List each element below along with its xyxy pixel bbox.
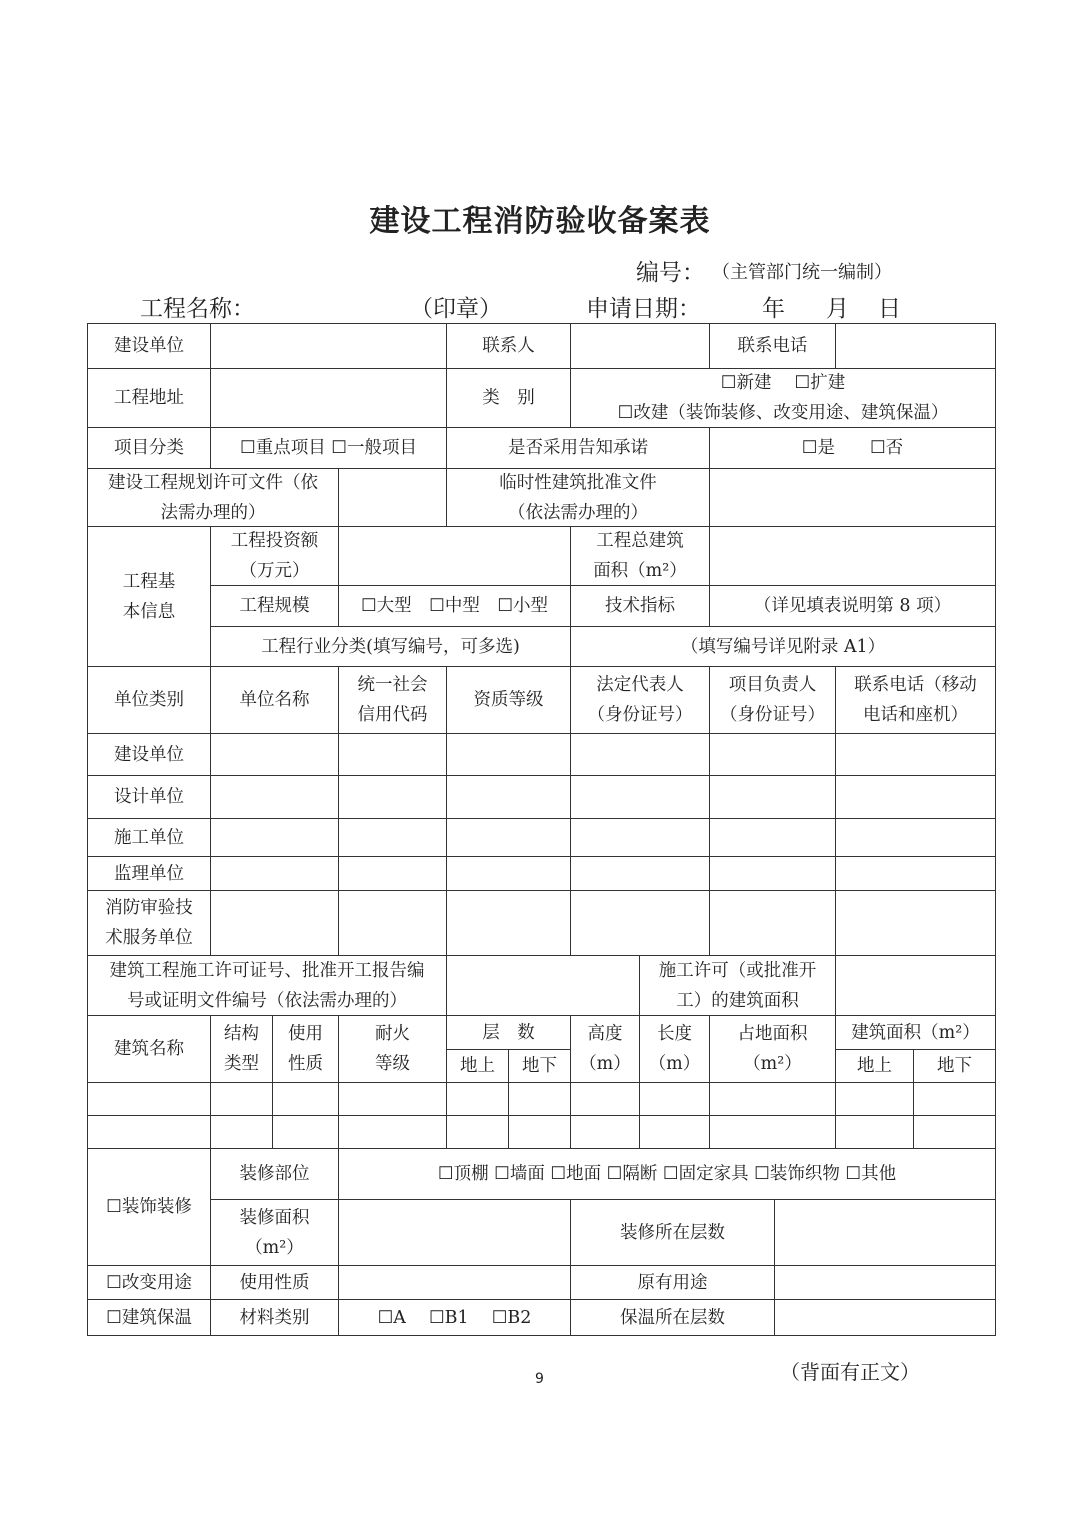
input-cell[interactable] [835, 890, 996, 956]
input-cell[interactable] [446, 856, 571, 891]
input-cell[interactable] [709, 890, 836, 956]
input-cell[interactable] [774, 1265, 996, 1300]
credit-code-label: 统一社会 信用代码 [338, 666, 447, 734]
input-cell[interactable] [835, 818, 996, 857]
input-cell[interactable] [338, 775, 447, 819]
seal-label: （印章） [410, 296, 502, 322]
input-cell[interactable] [508, 1115, 571, 1149]
decor-checkbox-options[interactable]: ☐装饰装修 [87, 1148, 211, 1266]
input-cell[interactable] [709, 468, 996, 527]
total-area-label: 工程总建筑 面积（m²） [570, 526, 710, 586]
bld-name-label: 建筑名称 [87, 1015, 211, 1083]
structure-label: 结构 类型 [210, 1015, 273, 1083]
input-cell[interactable] [210, 890, 339, 956]
input-cell[interactable] [570, 775, 710, 819]
back-note: （背面有正文） [780, 1360, 920, 1384]
date-label: 申请日期： [586, 296, 701, 322]
input-cell[interactable] [338, 1115, 447, 1149]
decor-part-opts-checkbox-options[interactable]: ☐顶棚 ☐墙面 ☐地面 ☐隔断 ☐固定家具 ☐装饰织物 ☐其他 [338, 1148, 996, 1200]
u-design-label: 设计单位 [87, 775, 211, 819]
above-label: 地上 [446, 1049, 509, 1083]
input-cell[interactable] [913, 1115, 996, 1149]
input-cell[interactable] [639, 1115, 710, 1149]
input-cell[interactable] [570, 890, 710, 956]
input-cell[interactable] [709, 775, 836, 819]
input-cell[interactable] [835, 775, 996, 819]
height-label: 高度 （m） [570, 1015, 640, 1083]
input-cell[interactable] [709, 526, 996, 586]
u-construct-label: 施工单位 [87, 818, 211, 857]
page-number: 9 [535, 1371, 544, 1387]
input-cell[interactable] [210, 1115, 273, 1149]
usage-label: 使用 性质 [272, 1015, 339, 1083]
insulation-checkbox-options[interactable]: ☐建筑保温 [87, 1299, 211, 1336]
input-cell[interactable] [446, 890, 571, 956]
number-note: （主管部门统一编制） [712, 262, 892, 283]
input-cell[interactable] [709, 818, 836, 857]
form-title: 建设工程消防验收备案表 [369, 204, 711, 239]
input-cell[interactable] [338, 526, 571, 586]
input-cell[interactable] [446, 1115, 509, 1149]
input-cell[interactable] [570, 1115, 640, 1149]
insul-floors-label: 保温所在层数 [570, 1299, 775, 1336]
input-cell[interactable] [709, 856, 836, 891]
input-cell[interactable] [272, 1082, 339, 1116]
build-unit-label: 建设单位 [87, 323, 211, 369]
fire-rating-label: 耐火 等级 [338, 1015, 447, 1083]
input-cell[interactable] [87, 1115, 211, 1149]
input-cell[interactable] [446, 1082, 509, 1116]
promise-label: 是否采用告知承诺 [446, 427, 710, 469]
category-opts-checkbox-options[interactable]: ☐新建 ☐扩建 ☐改建（装饰装修、改变用途、建筑保温） [570, 368, 996, 428]
plan-permit-label: 建设工程规划许可文件（依 法需办理的） [87, 468, 339, 527]
temp-approval-label: 临时性建筑批准文件 （依法需办理的） [446, 468, 710, 527]
tech-note-label: （详见填表说明第 8 项） [709, 585, 996, 627]
input-cell[interactable] [639, 1082, 710, 1116]
unit-name-label: 单位名称 [210, 666, 339, 734]
permit-area-label: 施工许可（或批准开 工）的建筑面积 [639, 955, 836, 1016]
input-cell[interactable] [210, 775, 339, 819]
address-label: 工程地址 [87, 368, 211, 428]
unit-type-label: 单位类别 [87, 666, 211, 734]
year-label: 年 [762, 296, 785, 322]
input-cell[interactable] [338, 1082, 447, 1116]
input-cell[interactable] [835, 955, 996, 1016]
input-cell[interactable] [835, 323, 996, 369]
input-cell[interactable] [210, 856, 339, 891]
input-cell[interactable] [446, 955, 640, 1016]
input-cell[interactable] [338, 733, 447, 776]
input-cell[interactable] [338, 1265, 571, 1300]
material-opts-checkbox-options[interactable]: ☐A ☐B1 ☐B2 [338, 1299, 571, 1336]
input-cell[interactable] [570, 323, 710, 369]
promise-opts-checkbox-options[interactable]: ☐是 ☐否 [709, 427, 996, 469]
input-cell[interactable] [210, 818, 339, 857]
month-label: 月 [826, 296, 849, 322]
input-cell[interactable] [87, 1082, 211, 1116]
use-nature-label: 使用性质 [210, 1265, 339, 1300]
input-cell[interactable] [338, 890, 447, 956]
decor-part-label: 装修部位 [210, 1148, 339, 1200]
input-cell[interactable] [210, 1082, 273, 1116]
input-cell[interactable] [210, 368, 447, 428]
input-cell[interactable] [835, 856, 996, 891]
u-supervise-label: 监理单位 [87, 856, 211, 891]
number-label: 编号： [636, 260, 705, 286]
bld-area-label: 建筑面积（m²） [835, 1015, 996, 1050]
length-label: 长度 （m） [639, 1015, 710, 1083]
input-cell[interactable] [835, 733, 996, 776]
input-cell[interactable] [709, 1082, 836, 1116]
scale-opts-checkbox-options[interactable]: ☐大型 ☐中型 ☐小型 [338, 585, 571, 627]
u-fire-label: 消防审验技 术服务单位 [87, 890, 211, 956]
investment-label: 工程投资额 （万元） [210, 526, 339, 586]
input-cell[interactable] [913, 1082, 996, 1116]
input-cell[interactable] [446, 775, 571, 819]
contact-label: 联系人 [446, 323, 571, 369]
input-cell[interactable] [338, 1199, 571, 1266]
legal-rep-label: 法定代表人 （身份证号） [570, 666, 710, 734]
input-cell[interactable] [570, 818, 710, 857]
input-cell[interactable] [338, 856, 447, 891]
basic-info-label: 工程基 本信息 [87, 526, 211, 667]
input-cell[interactable] [446, 733, 571, 776]
footprint-label: 占地面积 （m²） [709, 1015, 836, 1083]
input-cell[interactable] [570, 1082, 640, 1116]
material-label: 材料类别 [210, 1299, 339, 1336]
below-label: 地下 [508, 1049, 571, 1083]
industry-label: 工程行业分类(填写编号，可多选) [210, 626, 571, 667]
floors-label: 层 数 [446, 1015, 571, 1050]
u-build-label: 建设单位 [87, 733, 211, 776]
project-name-label: 工程名称： [140, 296, 255, 322]
scale-label: 工程规模 [210, 585, 339, 627]
below2-label: 地下 [913, 1049, 996, 1083]
project-class-label: 项目分类 [87, 427, 211, 469]
orig-use-label: 原有用途 [570, 1265, 775, 1300]
input-cell[interactable] [210, 323, 447, 369]
input-cell[interactable] [835, 1115, 914, 1149]
input-cell[interactable] [835, 1082, 914, 1116]
change-use-checkbox-options[interactable]: ☐改变用途 [87, 1265, 211, 1300]
input-cell[interactable] [709, 733, 836, 776]
input-cell[interactable] [774, 1199, 996, 1266]
industry-note-label: （填写编号详见附录 A1） [570, 626, 996, 667]
input-cell[interactable] [508, 1082, 571, 1116]
input-cell[interactable] [338, 468, 447, 527]
input-cell[interactable] [774, 1299, 996, 1336]
category-label: 类 别 [446, 368, 571, 428]
qualification-label: 资质等级 [446, 666, 571, 734]
input-cell[interactable] [210, 733, 339, 776]
input-cell[interactable] [570, 856, 710, 891]
above2-label: 地上 [835, 1049, 914, 1083]
tech-index-label: 技术指标 [570, 585, 710, 627]
construct-permit-label: 建筑工程施工许可证号、批准开工报告编 号或证明文件编号（依法需办理的） [87, 955, 447, 1016]
decor-floors-label: 装修所在层数 [570, 1199, 775, 1266]
project-lead-label: 项目负责人 （身份证号） [709, 666, 836, 734]
unit-phone-label: 联系电话（移动 电话和座机） [835, 666, 996, 734]
input-cell[interactable] [338, 818, 447, 857]
input-cell[interactable] [709, 1115, 836, 1149]
contact-phone-label: 联系电话 [709, 323, 836, 369]
input-cell[interactable] [446, 818, 571, 857]
input-cell[interactable] [272, 1115, 339, 1149]
day-label: 日 [878, 296, 901, 322]
decor-area-label: 装修面积 （m²） [210, 1199, 339, 1266]
input-cell[interactable] [570, 733, 710, 776]
project-class-opts-checkbox-options[interactable]: ☐重点项目 ☐一般项目 [210, 427, 447, 469]
